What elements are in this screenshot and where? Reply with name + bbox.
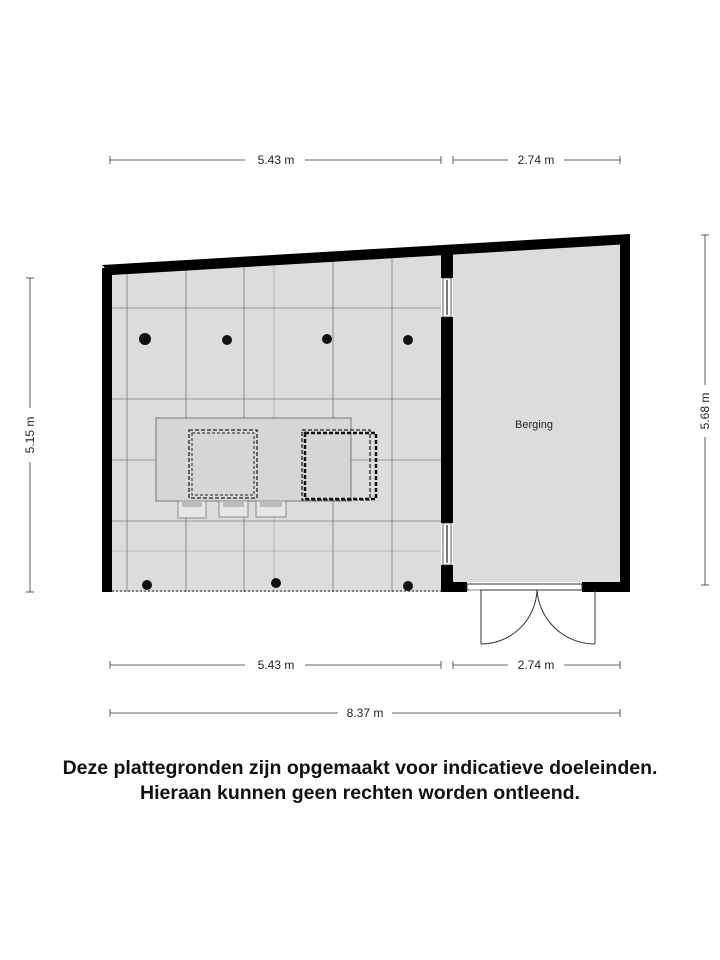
dim-right: 5.68 m <box>698 392 712 430</box>
disclaimer-line-2: Hieraan kunnen geen rechten worden ontleend. <box>140 782 580 804</box>
dim-total: 8.37 m <box>346 706 384 720</box>
dim-top-right: 2.74 m <box>517 153 555 167</box>
dim-bottom-left: 5.43 m <box>257 658 295 672</box>
disclaimer-line-1: Deze plattegronden zijn opgemaakt voor indicatieve doeleinden. <box>62 757 658 779</box>
dim-left: 5.15 m <box>23 416 37 454</box>
storage-floor <box>453 244 620 582</box>
dim-top-left: 5.43 m <box>257 153 295 167</box>
double-door <box>467 584 595 644</box>
chairs <box>178 501 286 518</box>
room-label-berging: Berging <box>515 419 553 431</box>
dim-bottom-right: 2.74 m <box>517 658 555 672</box>
